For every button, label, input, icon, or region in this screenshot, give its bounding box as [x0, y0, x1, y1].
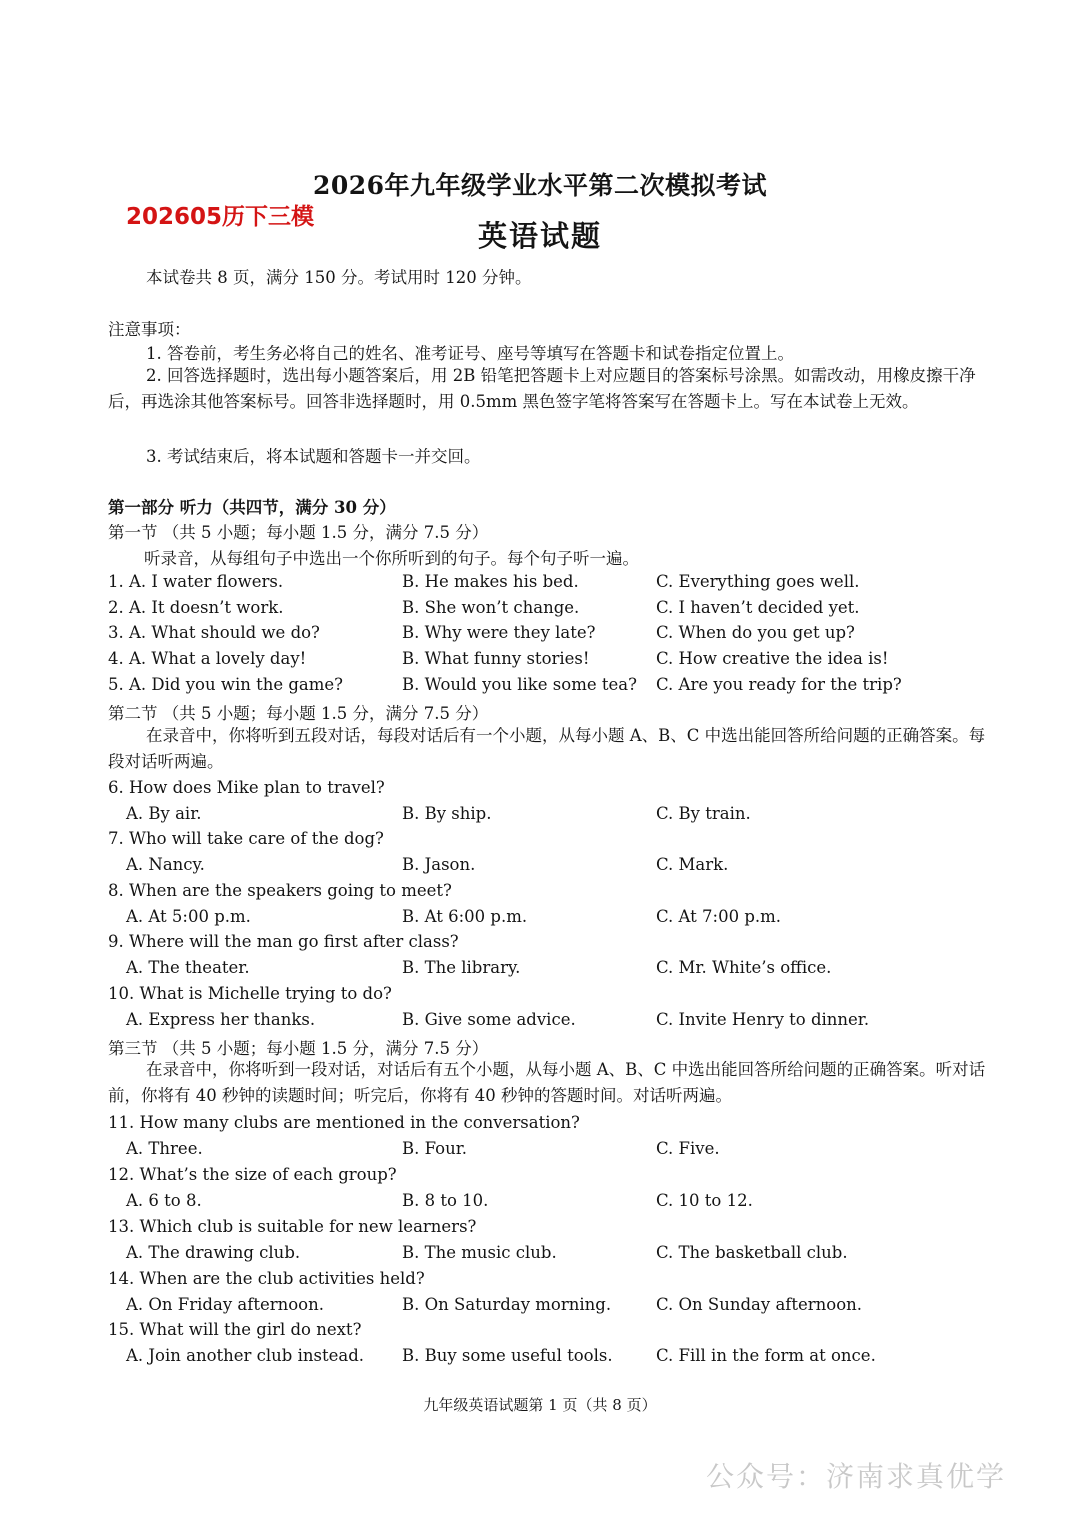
note-item-1: 1. 答卷前，考生务必将自己的姓名、准考证号、座号等填写在答题卡和试卷指定位置上。: [146, 344, 794, 363]
q3-option-c: C. When do you get up?: [656, 623, 855, 642]
subject-title: 英语试题: [477, 219, 602, 253]
note-item-3: 3. 考试结束后，将本试题和答题卡一并交回。: [146, 447, 481, 466]
q1-option-c: C. Everything goes well.: [656, 572, 860, 591]
q14-option-b: B. On Saturday morning.: [402, 1295, 612, 1314]
exam-title: 2026年九年级学业水平第二次模拟考试: [312, 171, 768, 200]
q7-stem: 7. Who will take care of the dog?: [108, 829, 384, 848]
section1-instruction: 听录音，从每组句子中选出一个你所听到的句子。每个句子听一遍。: [144, 549, 639, 568]
q6-stem: 6. How does Mike plan to travel?: [108, 778, 385, 797]
q3-option-b: B. Why were they late?: [402, 623, 596, 642]
q9-option-c: C. Mr. White’s office.: [656, 958, 832, 977]
q5-option-c: C. Are you ready for the trip?: [656, 675, 902, 694]
notes-heading: 注意事项：: [108, 320, 191, 339]
q8-option-a: A. At 5:00 p.m.: [126, 907, 251, 926]
q12-option-c: C. 10 to 12.: [656, 1191, 753, 1210]
exam-stamp: 202605历下三模: [126, 204, 315, 230]
q14-stem: 14. When are the club activities held?: [108, 1269, 425, 1288]
q10-option-a: A. Express her thanks.: [126, 1010, 316, 1029]
q9-option-b: B. The library.: [402, 958, 521, 977]
q5-option-b: B. Would you like some tea?: [402, 675, 637, 694]
page-footer: 九年级英语试题第 1 页（共 8 页）: [423, 1396, 657, 1414]
q10-option-b: B. Give some advice.: [402, 1010, 576, 1029]
section1-heading: 第一节 （共 5 小题；每小题 1.5 分，满分 7.5 分）: [108, 523, 489, 542]
exam-intro: 本试卷共 8 页，满分 150 分。考试用时 120 分钟。: [146, 268, 532, 287]
q4-option-a: 4. A. What a lovely day!: [108, 649, 307, 668]
q15-option-b: B. Buy some useful tools.: [402, 1346, 613, 1365]
q8-stem: 8. When are the speakers going to meet?: [108, 881, 452, 900]
q15-option-c: C. Fill in the form at once.: [656, 1346, 876, 1365]
wechat-watermark: 公众号：济南求真优学: [706, 1460, 1007, 1493]
q15-stem: 15. What will the girl do next?: [108, 1320, 362, 1339]
q11-option-b: B. Four.: [402, 1139, 468, 1158]
q6-option-b: B. By ship.: [402, 804, 492, 823]
q7-option-c: C. Mark.: [656, 855, 729, 874]
part1-heading: 第一部分 听力（共四节，满分 30 分）: [108, 498, 396, 517]
q3-option-a: 3. A. What should we do?: [108, 623, 320, 642]
q12-option-b: B. 8 to 10.: [402, 1191, 489, 1210]
section3-instruction: 在录音中，你将听到一段对话，对话后有五个小题，从每小题 A、B、C 中选出能回答所给问题的正确答案。听对话前，你将有 40 秒钟的读题时间；听完后，你将有 40 秒钟的答题时间。对话听两遍。: [108, 1060, 986, 1105]
q11-option-a: A. Three.: [126, 1139, 203, 1158]
q2-option-b: B. She won’t change.: [402, 598, 580, 617]
section2-instruction: 在录音中，你将听到五段对话，每段对话后有一个小题，从每小题 A、B、C 中选出能回答所给问题的正确答案。每段对话听两遍。: [108, 726, 986, 771]
q13-option-c: C. The basketball club.: [656, 1243, 848, 1262]
q15-option-a: A. Join another club instead.: [126, 1346, 365, 1365]
section3-heading: 第三节 （共 5 小题；每小题 1.5 分，满分 7.5 分）: [108, 1039, 489, 1058]
q4-option-c: C. How creative the idea is!: [656, 649, 889, 668]
q9-stem: 9. Where will the man go first after class?: [108, 932, 459, 951]
note-item-2: 2. 回答选择题时，选出每小题答案后，用 2B 铅笔把答题卡上对应题目的答案标号涂黑。如需改动，用橡皮擦干净后，再选涂其他答案标号。回答非选择题时，用 0.5mm 黑色签字笔将答案写在答题卡上。写在本试卷上无效。: [108, 366, 976, 411]
q11-stem: 11. How many clubs are mentioned in the conversation?: [108, 1113, 580, 1132]
q12-stem: 12. What’s the size of each group?: [108, 1165, 397, 1184]
q10-option-c: C. Invite Henry to dinner.: [656, 1010, 870, 1029]
q14-option-c: C. On Sunday afternoon.: [656, 1295, 863, 1314]
q1-option-b: B. He makes his bed.: [402, 572, 579, 591]
q13-option-a: A. The drawing club.: [126, 1243, 301, 1262]
q14-option-a: A. On Friday afternoon.: [126, 1295, 324, 1314]
q7-option-b: B. Jason.: [402, 855, 476, 874]
q7-option-a: A. Nancy.: [126, 855, 205, 874]
q6-option-c: C. By train.: [656, 804, 751, 823]
q13-stem: 13. Which club is suitable for new learners?: [108, 1217, 477, 1236]
q5-option-a: 5. A. Did you win the game?: [108, 675, 344, 694]
q8-option-b: B. At 6:00 p.m.: [402, 907, 528, 926]
q2-option-c: C. I haven’t decided yet.: [656, 598, 860, 617]
q10-stem: 10. What is Michelle trying to do?: [108, 984, 392, 1003]
q9-option-a: A. The theater.: [126, 958, 250, 977]
q8-option-c: C. At 7:00 p.m.: [656, 907, 782, 926]
q2-option-a: 2. A. It doesn’t work.: [108, 598, 284, 617]
q11-option-c: C. Five.: [656, 1139, 720, 1158]
q1-option-a: 1. A. I water flowers.: [108, 572, 284, 591]
section2-heading: 第二节 （共 5 小题；每小题 1.5 分，满分 7.5 分）: [108, 704, 489, 723]
q6-option-a: A. By air.: [126, 804, 202, 823]
q13-option-b: B. The music club.: [402, 1243, 557, 1262]
q4-option-b: B. What funny stories!: [402, 649, 590, 668]
q12-option-a: A. 6 to 8.: [126, 1191, 202, 1210]
